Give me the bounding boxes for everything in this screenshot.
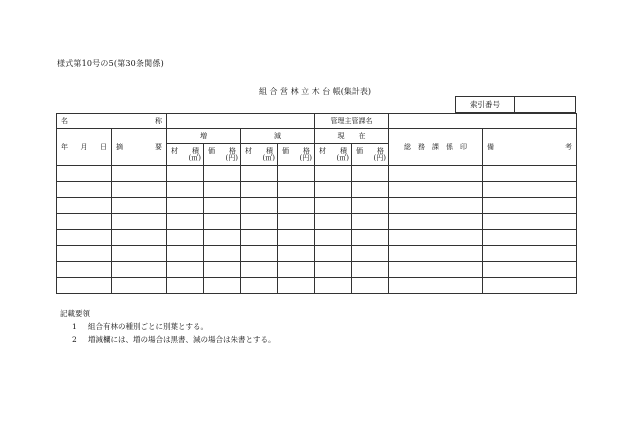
decrease-volume-header: 材 積 (㎡) [241, 144, 278, 166]
table-cell[interactable] [483, 214, 577, 230]
table-cell[interactable] [389, 278, 483, 294]
note-number: 2 [72, 335, 77, 344]
table-cell[interactable] [278, 182, 315, 198]
table-cell[interactable] [241, 246, 278, 262]
table-cell[interactable] [112, 262, 167, 278]
table-cell[interactable] [352, 214, 389, 230]
table-cell[interactable] [57, 182, 112, 198]
table-cell[interactable] [241, 262, 278, 278]
note-text: 増減欄には、増の場合は黒書、減の場合は朱書とする。 [88, 335, 276, 344]
table-cell[interactable] [483, 166, 577, 182]
table-cell[interactable] [167, 230, 204, 246]
table-cell[interactable] [389, 198, 483, 214]
summary-header [112, 129, 167, 166]
table-cell[interactable] [167, 246, 204, 262]
increase-volume-header: 材 積 (㎡) [167, 144, 204, 166]
date-month-label: 月 [80, 142, 88, 151]
table-cell[interactable] [278, 230, 315, 246]
table-row [57, 262, 577, 278]
table-cell[interactable] [167, 262, 204, 278]
date-year-label: 年 [61, 142, 68, 151]
table-cell[interactable] [57, 166, 112, 182]
table-cell[interactable] [483, 278, 577, 294]
table-cell[interactable] [278, 214, 315, 230]
table-cell[interactable] [389, 230, 483, 246]
table-cell[interactable] [241, 166, 278, 182]
current-volume-header: 材 積 (㎡) [315, 144, 352, 166]
seal-header: 総 務 課 係 印 [389, 129, 483, 166]
table-cell[interactable] [112, 166, 167, 182]
table-cell[interactable] [315, 198, 352, 214]
increase-price-header: 価 格 (円) [204, 144, 241, 166]
table-cell[interactable] [167, 278, 204, 294]
table-cell[interactable] [241, 230, 278, 246]
table-cell[interactable] [241, 214, 278, 230]
table-cell[interactable] [112, 278, 167, 294]
current-header: 現 在 [315, 129, 389, 144]
table-cell[interactable] [204, 198, 241, 214]
index-number-box [455, 96, 576, 113]
table-cell[interactable] [112, 230, 167, 246]
table-row [57, 278, 577, 294]
name-value-field[interactable] [167, 114, 315, 129]
table-cell[interactable] [352, 230, 389, 246]
table-cell[interactable] [57, 214, 112, 230]
table-cell[interactable] [241, 182, 278, 198]
form-number: 様式第10号の5(第30条関係) [57, 59, 164, 68]
name-label-cell [57, 114, 167, 129]
remarks-label-right: 考 [565, 142, 572, 151]
table-cell[interactable] [315, 166, 352, 182]
table-cell[interactable] [204, 214, 241, 230]
table-cell[interactable] [389, 262, 483, 278]
table-cell[interactable] [315, 214, 352, 230]
table-cell[interactable] [389, 182, 483, 198]
table-cell[interactable] [315, 182, 352, 198]
note-number: 1 [72, 322, 77, 331]
table-cell[interactable] [352, 166, 389, 182]
table-cell[interactable] [315, 262, 352, 278]
table-cell[interactable] [204, 182, 241, 198]
table-cell[interactable] [483, 246, 577, 262]
table-cell[interactable] [483, 262, 577, 278]
table-cell[interactable] [389, 246, 483, 262]
notes-section [60, 307, 276, 346]
table-cell[interactable] [57, 246, 112, 262]
name-label-right: 称 [155, 116, 162, 125]
note-item [60, 320, 276, 333]
table-cell[interactable] [241, 198, 278, 214]
table-cell[interactable] [57, 198, 112, 214]
table-cell[interactable] [167, 166, 204, 182]
table-row [57, 166, 577, 182]
note-item [60, 333, 276, 346]
table-cell[interactable] [352, 198, 389, 214]
page-title: 組 合 営 林 立 木 台 帳(集計表) [258, 87, 372, 96]
summary-label-right: 要 [155, 142, 162, 151]
note-text: 組合有林の種別ごとに別葉とする。 [88, 322, 208, 331]
table-cell[interactable] [241, 278, 278, 294]
table-cell[interactable] [352, 182, 389, 198]
notes-title: 記載要領 [60, 309, 90, 318]
table-row [57, 230, 577, 246]
table-row [57, 198, 577, 214]
table-cell[interactable] [389, 166, 483, 182]
table-cell[interactable] [112, 246, 167, 262]
current-price-header: 価 格 (円) [352, 144, 389, 166]
table-cell[interactable] [57, 230, 112, 246]
table-cell[interactable] [352, 278, 389, 294]
name-label-left: 名 [61, 116, 68, 125]
date-day-label: 日 [100, 142, 107, 151]
remarks-header [483, 129, 577, 166]
increase-header: 増 [167, 129, 241, 144]
table-cell[interactable] [278, 262, 315, 278]
decrease-header: 減 [241, 129, 315, 144]
manager-value-field[interactable] [389, 114, 577, 129]
table-cell[interactable] [57, 278, 112, 294]
ledger-table [56, 113, 577, 294]
table-cell[interactable] [204, 262, 241, 278]
table-cell[interactable] [112, 214, 167, 230]
summary-label-left: 摘 [116, 142, 123, 151]
table-row [57, 182, 577, 198]
table-cell[interactable] [352, 262, 389, 278]
index-number-label: 索引番号 [456, 97, 515, 113]
table-row [57, 214, 577, 230]
table-cell[interactable] [167, 198, 204, 214]
table-cell[interactable] [204, 166, 241, 182]
table-row [57, 246, 577, 262]
table-cell[interactable] [315, 230, 352, 246]
table-cell[interactable] [278, 166, 315, 182]
table-cell[interactable] [167, 214, 204, 230]
table-cell[interactable] [352, 246, 389, 262]
table-cell[interactable] [278, 246, 315, 262]
table-cell[interactable] [204, 230, 241, 246]
index-number-field[interactable] [515, 97, 576, 113]
date-header [57, 129, 112, 166]
table-cell[interactable] [112, 182, 167, 198]
table-cell[interactable] [315, 246, 352, 262]
table-cell[interactable] [389, 214, 483, 230]
table-cell[interactable] [483, 198, 577, 214]
table-cell[interactable] [112, 198, 167, 214]
manager-label: 管理主管課名 [315, 114, 389, 129]
table-cell[interactable] [278, 198, 315, 214]
table-cell[interactable] [57, 262, 112, 278]
table-cell[interactable] [483, 182, 577, 198]
table-cell[interactable] [278, 278, 315, 294]
table-cell[interactable] [204, 246, 241, 262]
table-cell[interactable] [167, 182, 204, 198]
table-cell[interactable] [483, 230, 577, 246]
decrease-price-header: 価 格 (円) [278, 144, 315, 166]
remarks-label-left: 備 [487, 142, 494, 151]
table-cell[interactable] [315, 278, 352, 294]
table-cell[interactable] [204, 278, 241, 294]
